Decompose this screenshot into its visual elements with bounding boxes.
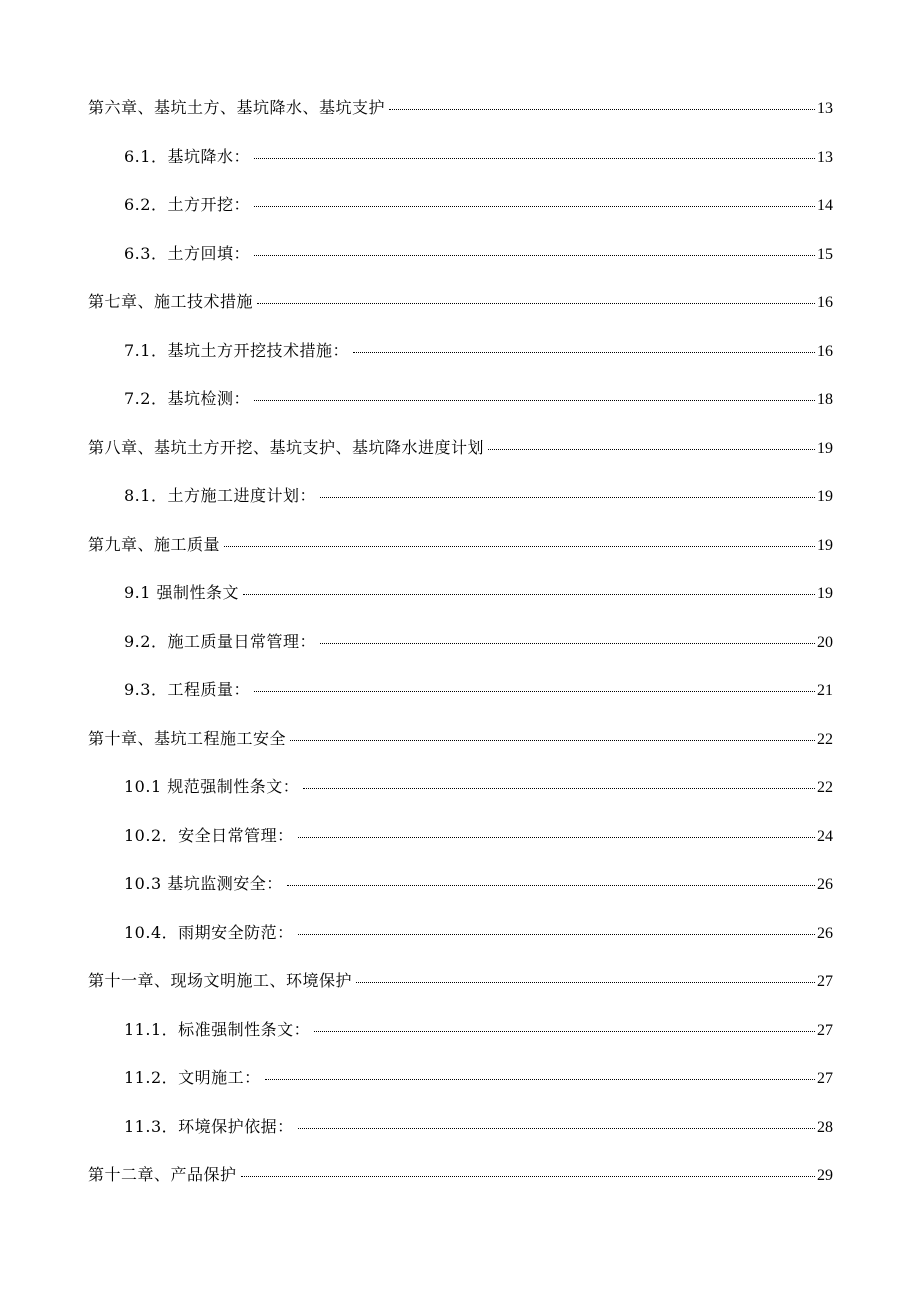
toc-dot-leader — [356, 982, 815, 983]
toc-page-number: 14 — [817, 197, 833, 214]
toc-entry-title: 6.1．基坑降水： — [124, 147, 250, 166]
toc-dot-leader — [254, 206, 815, 207]
toc-page-number: 21 — [817, 682, 833, 699]
toc-page-number: 26 — [817, 925, 833, 942]
toc-chapter-entry[interactable] — [88, 968, 833, 994]
toc-dot-leader — [254, 400, 815, 401]
toc-page-number: 15 — [817, 246, 833, 263]
toc-section-entry[interactable] — [124, 1114, 833, 1140]
toc-entry-title: 11.1．标准强制性条文： — [124, 1020, 311, 1039]
toc-entry-title: 8.1．土方施工进度计划： — [124, 486, 316, 505]
toc-dot-leader — [298, 837, 815, 838]
toc-page-number: 28 — [817, 1119, 833, 1136]
toc-section-entry[interactable] — [124, 580, 833, 606]
toc-page-number: 13 — [817, 100, 833, 117]
toc-section-entry[interactable] — [124, 823, 833, 849]
toc-page-number: 20 — [817, 634, 833, 651]
toc-entry-title: 第十二章、产品保护 — [88, 1165, 237, 1184]
toc-entry-title: 10.4．雨期安全防范： — [124, 923, 294, 942]
toc-page-number: 26 — [817, 876, 833, 893]
toc-entry-title: 6.3．土方回填： — [124, 244, 250, 263]
toc-dot-leader — [287, 885, 815, 886]
toc-dot-leader — [298, 934, 815, 935]
toc-section-entry[interactable] — [124, 338, 833, 364]
toc-page-number: 19 — [817, 537, 833, 554]
toc-dot-leader — [314, 1031, 815, 1032]
toc-page-number: 27 — [817, 1022, 833, 1039]
toc-chapter-entry[interactable] — [88, 435, 833, 461]
toc-section-entry[interactable] — [124, 192, 833, 218]
toc-dot-leader — [298, 1128, 815, 1129]
toc-entry-title: 第十章、基坑工程施工安全 — [88, 729, 287, 748]
toc-section-entry[interactable] — [124, 241, 833, 267]
toc-page-number: 16 — [817, 343, 833, 360]
toc-entry-title: 第九章、施工质量 — [88, 535, 221, 554]
toc-chapter-entry[interactable] — [88, 289, 833, 315]
toc-entry-title: 9.2．施工质量日常管理： — [124, 632, 316, 651]
toc-section-entry[interactable] — [124, 677, 833, 703]
toc-section-entry[interactable] — [124, 871, 833, 897]
toc-section-entry[interactable] — [124, 144, 833, 170]
toc-chapter-entry[interactable] — [88, 532, 833, 558]
toc-dot-leader — [353, 352, 815, 353]
toc-page-number: 24 — [817, 828, 833, 845]
toc-entry-title: 6.2．土方开挖： — [124, 195, 250, 214]
toc-page-number: 22 — [817, 779, 833, 796]
toc-section-entry[interactable] — [124, 1065, 833, 1091]
toc-entry-title: 第十一章、现场文明施工、环境保护 — [88, 971, 353, 990]
toc-section-entry[interactable] — [124, 1017, 833, 1043]
toc-section-entry[interactable] — [124, 483, 833, 509]
toc-entry-title: 11.2．文明施工： — [124, 1068, 261, 1087]
toc-page-number: 13 — [817, 149, 833, 166]
toc-page-number: 29 — [817, 1167, 833, 1184]
toc-dot-leader — [290, 740, 815, 741]
toc-page-number: 27 — [817, 973, 833, 990]
toc-entry-title: 第八章、基坑土方开挖、基坑支护、基坑降水进度计划 — [88, 438, 485, 457]
toc-section-entry[interactable] — [124, 386, 833, 412]
toc-dot-leader — [389, 109, 815, 110]
toc-entry-title: 10.2．安全日常管理： — [124, 826, 294, 845]
toc-entry-title: 第六章、基坑土方、基坑降水、基坑支护 — [88, 98, 386, 117]
toc-entry-title: 11.3．环境保护依据： — [124, 1117, 294, 1136]
toc-dot-leader — [303, 788, 815, 789]
toc-entry-title: 7.2．基坑检测： — [124, 389, 250, 408]
toc-page-number: 19 — [817, 440, 833, 457]
toc-dot-leader — [243, 594, 815, 595]
toc-entry-title: 10.3 基坑监测安全： — [124, 874, 283, 893]
toc-page-number: 27 — [817, 1070, 833, 1087]
toc-chapter-entry[interactable] — [88, 1162, 833, 1188]
toc-dot-leader — [265, 1079, 815, 1080]
toc-dot-leader — [254, 691, 815, 692]
toc-chapter-entry[interactable] — [88, 726, 833, 752]
toc-entry-title: 9.1 强制性条文 — [124, 583, 240, 602]
toc-dot-leader — [320, 497, 815, 498]
toc-entry-title: 第七章、施工技术措施 — [88, 292, 254, 311]
toc-page-number: 19 — [817, 585, 833, 602]
toc-page-number: 22 — [817, 731, 833, 748]
toc-section-entry[interactable] — [124, 629, 833, 655]
toc-chapter-entry[interactable] — [88, 95, 833, 121]
toc-dot-leader — [257, 303, 815, 304]
toc-dot-leader — [254, 255, 815, 256]
toc-page-number: 16 — [817, 294, 833, 311]
toc-entry-title: 9.3．工程质量： — [124, 680, 250, 699]
toc-page-number: 19 — [817, 488, 833, 505]
toc-dot-leader — [241, 1176, 815, 1177]
toc-section-entry[interactable] — [124, 920, 833, 946]
toc-dot-leader — [488, 449, 815, 450]
toc-dot-leader — [320, 643, 815, 644]
toc-entry-title: 7.1．基坑土方开挖技术措施： — [124, 341, 349, 360]
toc-entry-title: 10.1 规范强制性条文： — [124, 777, 300, 796]
toc-section-entry[interactable] — [124, 774, 833, 800]
toc-page-number: 18 — [817, 391, 833, 408]
toc-dot-leader — [224, 546, 815, 547]
toc-dot-leader — [254, 158, 815, 159]
